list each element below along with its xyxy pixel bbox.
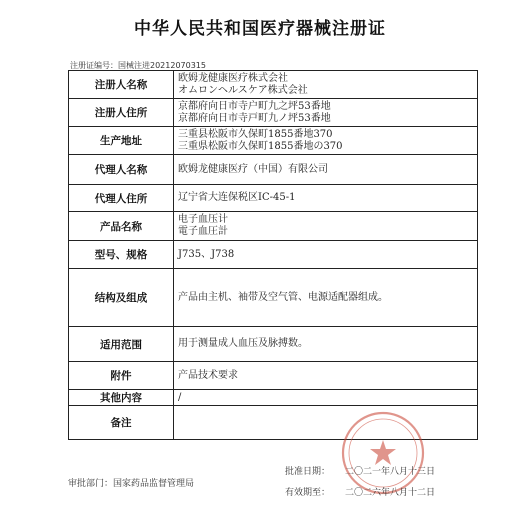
field-value-line: オムロンヘルスケア株式会社 xyxy=(178,84,308,96)
registration-number: 注册证编号：国械注进20212070315 xyxy=(70,61,206,70)
field-value-line: 辽宁省大连保税区IC-45-1 xyxy=(178,192,296,203)
field-label: 其他内容 xyxy=(69,390,174,406)
approval-date-row xyxy=(285,464,485,477)
approval-dates xyxy=(285,464,485,506)
field-value xyxy=(174,71,478,99)
table-row xyxy=(69,269,478,327)
field-value xyxy=(174,212,478,241)
table-row xyxy=(69,390,478,406)
field-label: 注册人住所 xyxy=(69,99,174,127)
valid-until-label: 有效期至： xyxy=(285,488,331,498)
field-value-line: 产品技术要求 xyxy=(178,369,238,381)
field-value-line: 欧姆龙健康医疗（中国）有限公司 xyxy=(178,163,328,175)
field-value-line: J735、J738 xyxy=(178,248,235,260)
field-value xyxy=(174,99,478,127)
field-value-line: 電子血圧計 xyxy=(178,226,228,237)
table-row xyxy=(69,71,478,99)
approval-department: 审批部门：国家药品监督管理局 xyxy=(68,479,195,489)
table-row xyxy=(69,185,478,212)
field-value xyxy=(174,241,478,269)
field-label: 生产地址 xyxy=(69,127,174,155)
field-label: 适用范围 xyxy=(69,327,174,362)
table-row xyxy=(69,127,478,155)
approval-date: 二〇二一年八月十三日 xyxy=(345,467,436,477)
field-value-line: 三重县松阪市久保町1855番地370 xyxy=(178,128,333,140)
field-label: 备注 xyxy=(69,406,174,440)
field-value xyxy=(174,155,478,185)
table-row xyxy=(69,362,478,390)
table-row xyxy=(69,212,478,241)
field-value xyxy=(174,327,478,362)
field-value xyxy=(174,362,478,390)
field-value xyxy=(174,390,478,406)
field-value-line: 用于测量成人血压及脉搏数。 xyxy=(178,338,308,349)
field-value-line: 京都府向日市寺戸町九ノ坪53番地 xyxy=(178,112,331,124)
field-label: 注册人名称 xyxy=(69,71,174,99)
table-row xyxy=(69,327,478,362)
field-value-line: 三重県松阪市久保町1855番地の370 xyxy=(178,140,343,152)
field-value-line: 电子血压计 xyxy=(178,214,228,225)
table-row xyxy=(69,99,478,127)
certificate-title: 中华人民共和国医疗器械注册证 xyxy=(134,19,386,39)
field-value xyxy=(174,406,478,440)
field-value xyxy=(174,127,478,155)
table-row xyxy=(69,241,478,269)
field-label: 代理人名称 xyxy=(69,155,174,185)
field-value-line: 欧姆龙健康医疗株式会社 xyxy=(178,72,288,84)
table-row xyxy=(69,155,478,185)
field-value-line: 京都府向日市寺户町九之坪53番地 xyxy=(178,100,331,112)
approval-date-label: 批准日期： xyxy=(285,467,331,477)
field-label: 附件 xyxy=(69,362,174,390)
field-label: 型号、规格 xyxy=(69,241,174,269)
field-label: 代理人住所 xyxy=(69,185,174,212)
field-value-line: 产品由主机、袖带及空气管、电源适配器组成。 xyxy=(178,291,388,303)
valid-until-row xyxy=(285,485,485,498)
field-value xyxy=(174,185,478,212)
field-value xyxy=(174,269,478,327)
field-value-line: / xyxy=(178,391,182,403)
field-label: 产品名称 xyxy=(69,212,174,241)
field-label: 结构及组成 xyxy=(69,269,174,327)
certificate-table xyxy=(68,70,478,440)
valid-until-date: 二〇二六年八月十二日 xyxy=(345,488,436,498)
